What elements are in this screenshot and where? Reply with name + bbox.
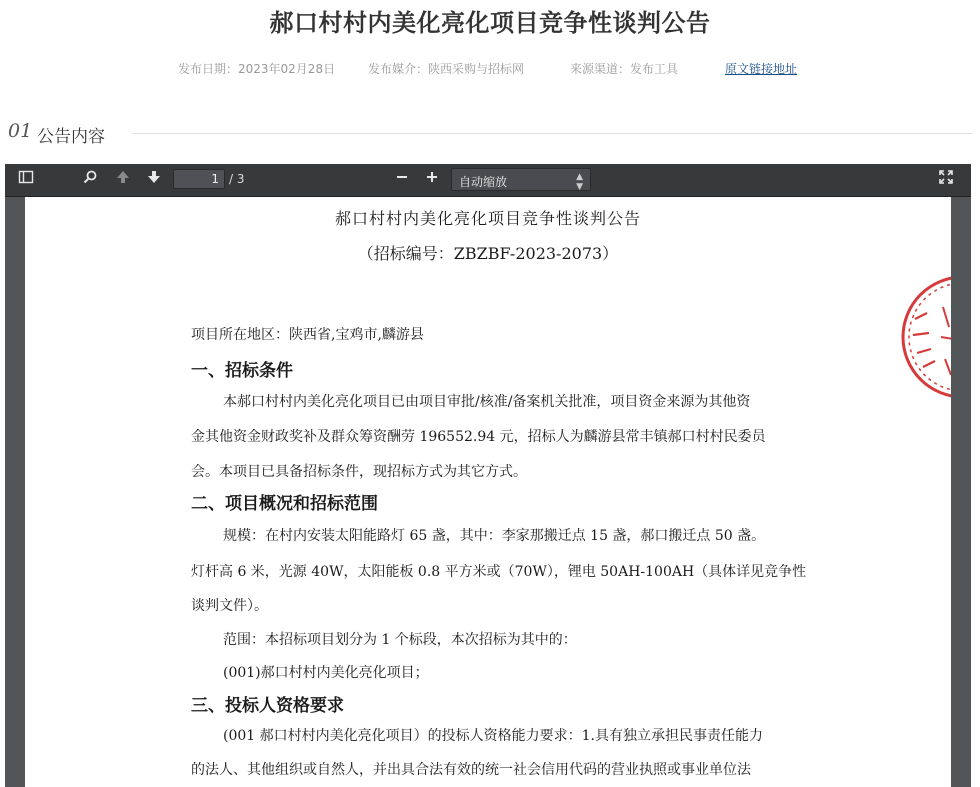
section-header: [8, 120, 972, 146]
doc-paragraph-line: 范围：本招标项目划分为 1 个标段，本次招标为其中的：: [223, 632, 577, 648]
pdf-toolbar: [5, 164, 971, 197]
pdf-page: [25, 197, 951, 787]
zoom-select[interactable]: [451, 168, 591, 191]
search-icon[interactable]: [78, 169, 102, 191]
doc-title: 郝口村村内美化亮化项目竞争性谈判公告: [334, 209, 641, 228]
doc-paragraph-line: 本郝口村村内美化亮化项目已由项目审批/核准/备案机关批准，项目资金来源为其他资: [223, 394, 751, 410]
zoom-value: 自动缩放: [459, 175, 508, 189]
official-seal-stamp: [893, 267, 951, 407]
article-meta: [0, 60, 980, 76]
doc-subtitle: （招标编号：ZBZBF-2023-2073）: [357, 244, 619, 263]
section-number: 01: [8, 120, 33, 142]
doc-paragraph-line: 金其他资金财政奖补及群众筹资酬劳 196552.94 元，招标人为麟游县常丰镇郝口村村民委员: [191, 429, 766, 445]
arrow-down-icon[interactable]: [142, 169, 166, 191]
doc-heading-3: 三、投标人资格要求: [191, 696, 344, 716]
page-title: 郝口村村内美化亮化项目竞争性谈判公告: [269, 9, 711, 37]
fullscreen-icon[interactable]: [934, 169, 958, 191]
doc-paragraph-line: 会。本项目已具备招标条件，现招标方式为其它方式。: [191, 464, 527, 480]
page-number-input[interactable]: [173, 169, 225, 189]
doc-region: 项目所在地区：陕西省,宝鸡市,麟游县: [191, 327, 424, 343]
select-arrows-icon: ▲ ▼: [576, 172, 583, 192]
section-divider: [133, 133, 972, 134]
doc-paragraph-line: 谈判文件）。: [191, 598, 268, 614]
section-label: 公告内容: [37, 127, 105, 147]
plus-icon[interactable]: [420, 169, 444, 191]
doc-paragraph-line: 灯杆高 6 米，光源 40W，太阳能板 0.8 平方米或（70W），锂电 50AH-100AH（具体详见竞争性: [191, 564, 807, 580]
doc-paragraph-line: 的法人、其他组织或自然人，并出具合法有效的统一社会信用代码的营业执照或事业单位法: [191, 762, 751, 778]
arrow-up-icon[interactable]: [111, 169, 135, 191]
sidebar-toggle-icon[interactable]: [14, 169, 38, 191]
publish-date: 发布日期：2023年02月28日: [178, 62, 336, 76]
minus-icon[interactable]: [390, 169, 414, 191]
publish-media: 发布媒介：陕西采购与招标网: [368, 62, 525, 76]
original-link[interactable]: 原文链接地址: [725, 62, 798, 76]
doc-paragraph-line: (001 郝口村村内美化亮化项目）的投标人资格能力要求：1.具有独立承担民事责任能力: [223, 728, 763, 744]
pdf-viewer: [5, 164, 971, 787]
doc-heading-2: 二、项目概况和招标范围: [191, 494, 378, 514]
doc-heading-1: 一、招标条件: [191, 361, 293, 381]
page-total: / 3: [229, 172, 245, 186]
doc-paragraph-line: (001)郝口村村内美化亮化项目；: [223, 665, 429, 681]
source-channel: 来源渠道：发布工具: [570, 62, 679, 76]
doc-paragraph-line: 规模：在村内安装太阳能路灯 65 盏，其中：李家那搬迁点 15 盏，郝口搬迁点 50 盏。: [223, 528, 766, 544]
